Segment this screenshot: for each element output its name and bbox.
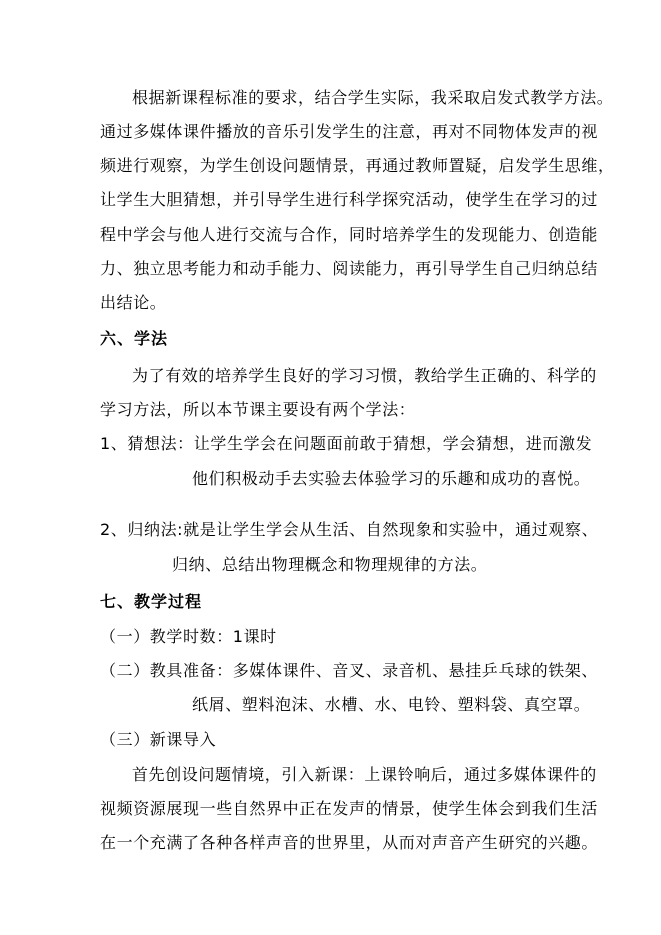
section6-intro-line-2: 学习方法，所以本节课主要设有两个学法： xyxy=(100,400,416,419)
section6-heading: 六、学法 xyxy=(100,329,169,348)
section7-heading: 七、教学过程 xyxy=(100,592,203,611)
section6-item1-line-2: 他们积极动手去实验去体验学习的乐趣和成功的喜悦。 xyxy=(192,469,591,488)
section7-item2-line-2: 纸屑、塑料泡沫、水槽、水、电铃、塑料袋、真空罩。 xyxy=(192,695,591,714)
paragraph1-line-7: 出结论。 xyxy=(100,293,167,312)
paragraph1-line-3: 频进行观察，为学生创设问题情景，再通过教师置疑，启发学生思维， xyxy=(100,156,615,175)
section7-item2-line-1: （二）教具准备：多媒体课件、音叉、录音机、悬挂乒乓球的铁架、 xyxy=(100,661,599,680)
paragraph1-line-5: 程中学会与他人进行交流与合作，同时培养学生的发现能力、创造能 xyxy=(100,225,599,244)
section6-item2-line-1: 2、归纳法:就是让学生学会从生活、自然现象和实验中，通过观察、 xyxy=(100,520,599,539)
paragraph1-line-2: 通过多媒体课件播放的音乐引发学生的注意，再对不同物体发声的视 xyxy=(100,122,599,141)
paragraph1-line-6: 力、独立思考能力和动手能力、阅读能力，再引导学生自己归纳总结 xyxy=(100,259,599,278)
section7-item3: （三）新课导入 xyxy=(100,730,217,749)
section6-intro-line-1: 为了有效的培养学生良好的学习习惯，教给学生正确的、科学的 xyxy=(132,366,597,385)
section7-para-line-3: 在一个充满了各种各样声音的世界里，从而对声音产生研究的兴趣。 xyxy=(100,833,599,852)
section7-para-line-1: 首先创设问题情境，引入新课：上课铃响后，通过多媒体课件的 xyxy=(132,765,597,784)
paragraph1-line-4: 让学生大胆猜想，并引导学生进行科学探究活动，使学生在学习的过 xyxy=(100,190,599,209)
section6-item2-line-2: 归纳、总结出物理概念和物理规律的方法。 xyxy=(172,555,488,574)
section6-item1-line-1: 1、猜想法：让学生学会在问题面前敢于猜想，学会猜想，进而激发 xyxy=(100,434,593,453)
paragraph1-line-1: 根据新课程标准的要求，结合学生实际，我采取启发式教学方法。 xyxy=(132,88,614,107)
section7-para-line-2: 视频资源展现一些自然界中正在发声的情景，使学生体会到我们生活 xyxy=(100,799,599,818)
section7-item1: （一）教学时数：1课时 xyxy=(100,627,277,646)
